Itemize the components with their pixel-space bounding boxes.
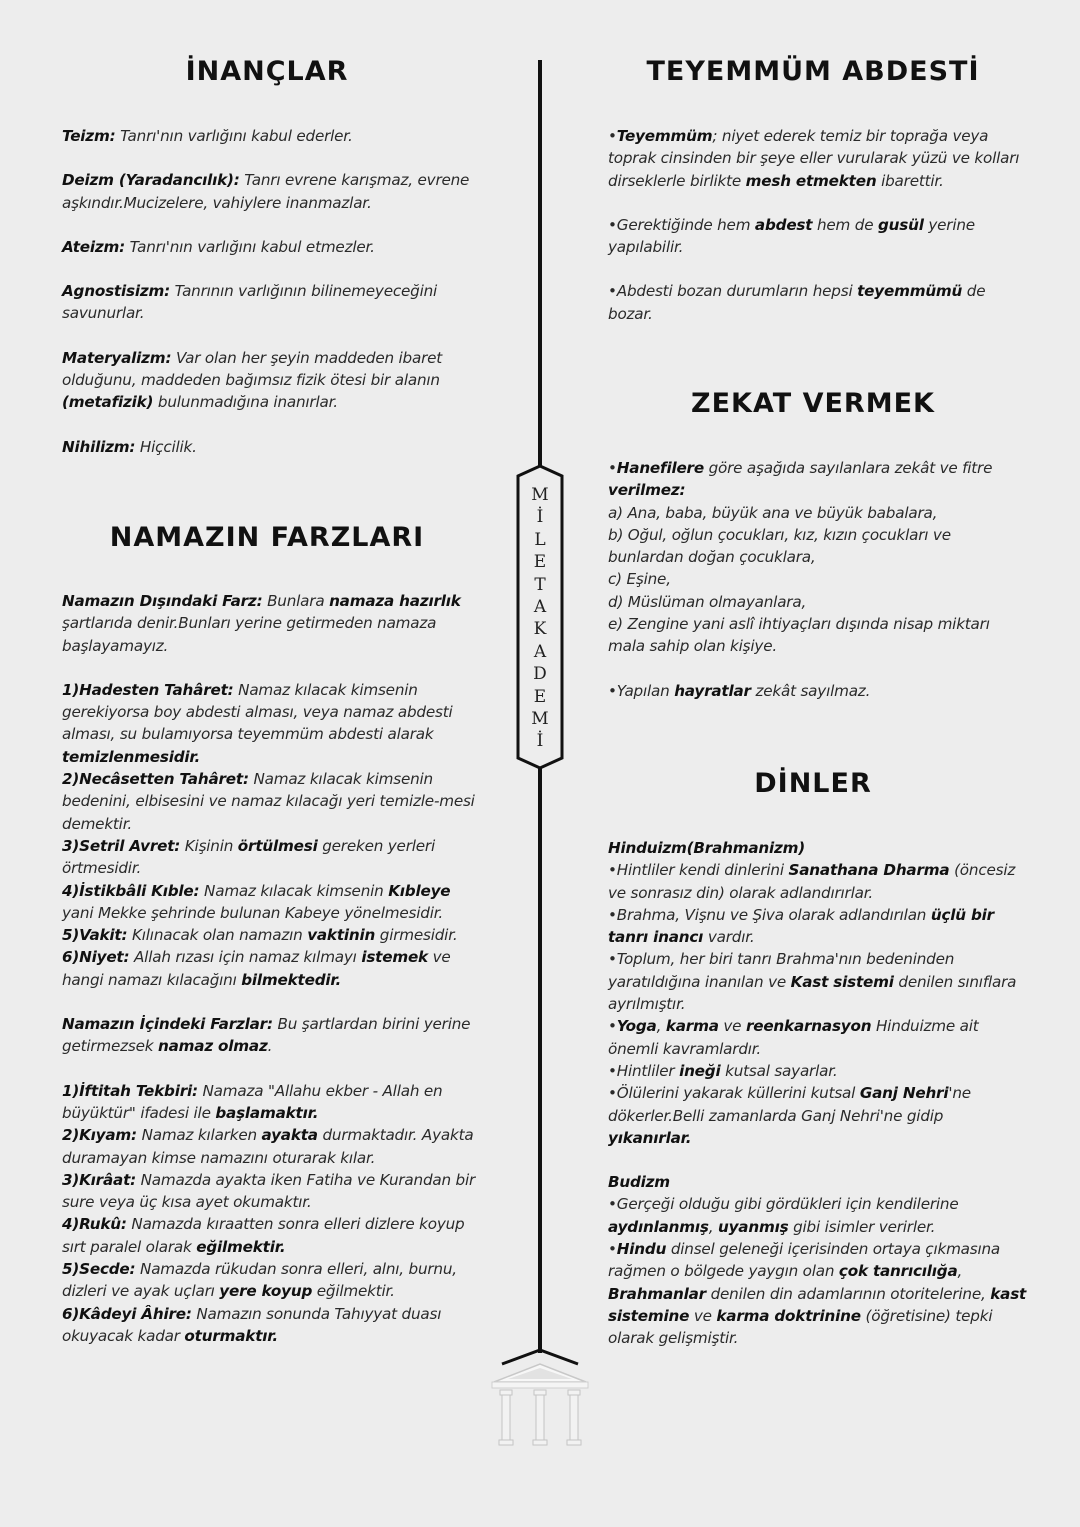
dis-farz-item: 4)İstikbâli Kıble: Namaz kılacak kimsenin Kıbleye yani Mekke şehrinde bulunan Kabeye yönelmesidir. [62, 881, 451, 922]
teyemmum-content [608, 125, 1028, 325]
section-title-inanclar: İNANÇLAR [185, 56, 349, 87]
icindeki-farz-intro: Namazın İçindeki Farzlar: Bu şartlardan birini yerine getirmezsek namaz olmaz. [62, 1015, 471, 1056]
teyemmum-definition: •Teyemmüm; niyet ederek temiz bir toprağa veya toprak cinsinden bir şeye eller vurularak yüzü ve kolları dirseklerle birlikte mesh etmekten ibarettir. [608, 127, 1020, 190]
ic-farz-item: 3)Kırâat: Namazda ayakta iken Fatiha ve Kurandan bir sure veya üç kısa ayet okumaktır. [62, 1170, 476, 1212]
budizm-point: •Gerçeği olduğu gibi gördükleri için kendilerine aydınlanmış, uyanmış gibi isimler verirler. [608, 1195, 959, 1236]
ic-farz-item: 2)Kıyam: Namaz kılarken ayakta durmaktadır. Ayakta duramayan kimse namazını oturarak kılar. [62, 1126, 474, 1167]
disindaki-farz-intro: Namazın Dışındaki Farz: Bunlara namaza hazırlık şartlarıda denir.Bunları yerine getirmeden namaza başlayamayız. [62, 592, 461, 655]
zekat-intro: •Hanefilere göre aşağıda sayılanlara zekât ve fitre verilmez: [608, 459, 993, 500]
dinler-content [608, 837, 1028, 1350]
dis-farz-item: 2)Necâsetten Tahâret: Namaz kılacak kimsenin bedenini, elbisesini ve namaz kılacağı yeri temizle-mesi demektir. [62, 770, 475, 833]
brand-label-milet-akademi [516, 464, 564, 770]
section-title-dinler: DİNLER [754, 768, 872, 799]
teyemmum-usage: •Gerektiğinde hem abdest hem de gusül yerine yapılabilir. [608, 215, 975, 257]
ic-farz-item: 5)Secde: Namazda rükudan sonra elleri, alnı, burnu, dizleri ve ayak uçları yere koyup eğilmektir. [62, 1260, 457, 1301]
budizm-heading: Budizm [608, 1173, 670, 1192]
budizm-point: •Hindu dinsel geleneği içerisinden ortaya çıkmasına rağmen o bölgede yaygın olan çok tanrıcılığa, Brahmanlar denilen din adamlarının otoritelerine, kast sistemine ve karma doktrinine (öğretisine) tepki olarak gelişmiştir. [608, 1240, 1027, 1348]
zekat-list-item: a) Ana, baba, büyük ana ve büyük babalara, [608, 503, 938, 522]
zekat-list-item: c) Eşine, [608, 570, 671, 589]
hinduizm-heading: Hinduizm(Brahmanizm) [608, 839, 806, 857]
zekat-content [608, 457, 1028, 702]
definition-agnostisizm: Agnostisizm: Tanrının varlığının bilinemeyeceğini savunurlar. [62, 282, 438, 323]
definition-deizm: Deizm (Yaradancılık): Tanrı evrene karışmaz, evrene aşkındır.Mucizelere, vahiylere inanmazlar. [62, 171, 470, 212]
definition-nihilizm: Nihilizm: Hiçcilik. [62, 437, 197, 456]
ic-farz-item: 1)İftitah Tekbiri: Namaza "Allahu ekber - Allah en büyüktür" ifadesi ile başlamaktır. [62, 1081, 443, 1122]
zekat-list-item: e) Zengine yani aslî ihtiyaçları dışında nisap miktarı mala sahip olan kişiye. [608, 615, 990, 656]
dis-farz-item: 3)Setril Avret: Kişinin örtülmesi gereken yerleri örtmesidir. [62, 836, 435, 878]
hinduizm-point: •Hintliler ineği kutsal sayarlar. [608, 1061, 838, 1080]
namaz-content [62, 590, 482, 1347]
temple-icon [486, 1340, 594, 1450]
inanclar-content [62, 125, 482, 458]
hinduizm-point: •Toplum, her biri tanrı Brahma'nın bedeninden yaratıldığına inanılan ve Kast sistemi denilen sınıflara ayrılmıştır. [608, 950, 1017, 1014]
definition-materyalizm: Materyalizm: Var olan her şeyin maddeden ibaret olduğunu, maddeden bağımsız fizik ötesi bir alanın (metafizik) bulunmadığına inanırlar. [62, 348, 443, 412]
zekat-list-item: d) Müslüman olmayanlara, [608, 592, 807, 611]
hinduizm-point: •Brahma, Vişnu ve Şiva olarak adlandırılan üçlü bir tanrı inancı vardır. [608, 905, 994, 947]
section-title-zekat-vermek: ZEKAT VERMEK [691, 388, 935, 419]
zekat-note: •Yapılan hayratlar zekât sayılmaz. [608, 681, 871, 700]
ic-farz-item: 4)Rukû: Namazda kıraatten sonra elleri dizlere koyup sırt paralel olarak eğilmektir. [62, 1215, 465, 1256]
hinduizm-point: •Ölülerini yakarak küllerini kutsal Ganj Nehri'ne dökerler.Belli zamanlarda Ganj Nehri'ne gidip yıkanırlar. [608, 1084, 971, 1147]
divider-line-top [538, 60, 542, 466]
section-title-namazin-farzlari: NAMAZIN FARZLARI [109, 522, 425, 553]
hinduizm-point: •Hintliler kendi dinlerini Sanathana Dharma (öncesiz ve sonrasız din) olarak adlandırırlar. [608, 861, 1016, 902]
brand-letters: M İ L E T A K A D E M İ [531, 485, 549, 752]
teyemmum-nullifiers: •Abdesti bozan durumların hepsi teyemmümü de bozar. [608, 282, 986, 323]
zekat-list-item: b) Oğul, oğlun çocukları, kız, kızın çocukları ve bunlardan doğan çocuklara, [608, 525, 951, 567]
ic-farz-item: 6)Kâdeyi Âhire: Namazın sonunda Tahıyyat duası okuyacak kadar oturmaktır. [62, 1304, 442, 1345]
section-title-teyemmum-abdesti: TEYEMMÜM ABDESTİ [646, 56, 980, 87]
hinduizm-point: •Yoga, karma ve reenkarnasyon Hinduizme ait önemli kavramlardır. [608, 1017, 979, 1058]
definition-teizm: Teizm: Tanrı'nın varlığını kabul ederler. [62, 127, 353, 145]
definition-ateizm: Ateizm: Tanrı'nın varlığını kabul etmezler. [62, 237, 375, 256]
dis-farz-item: 1)Hadesten Tahâret: Namaz kılacak kimsenin gerekiyorsa boy abdesti alması, veya namaz abdesti alması, su bulamıyorsa teyemmüm abdesti alarak temizlenmesidir. [62, 680, 453, 766]
dis-farz-item: 6)Niyet: Allah rızası için namaz kılmayı istemek ve hangi namazı kılacağını bilmektedir. [62, 948, 451, 989]
dis-farz-item: 5)Vakit: Kılınacak olan namazın vaktinin girmesidir. [62, 926, 458, 945]
divider-line-bottom [538, 768, 542, 1353]
